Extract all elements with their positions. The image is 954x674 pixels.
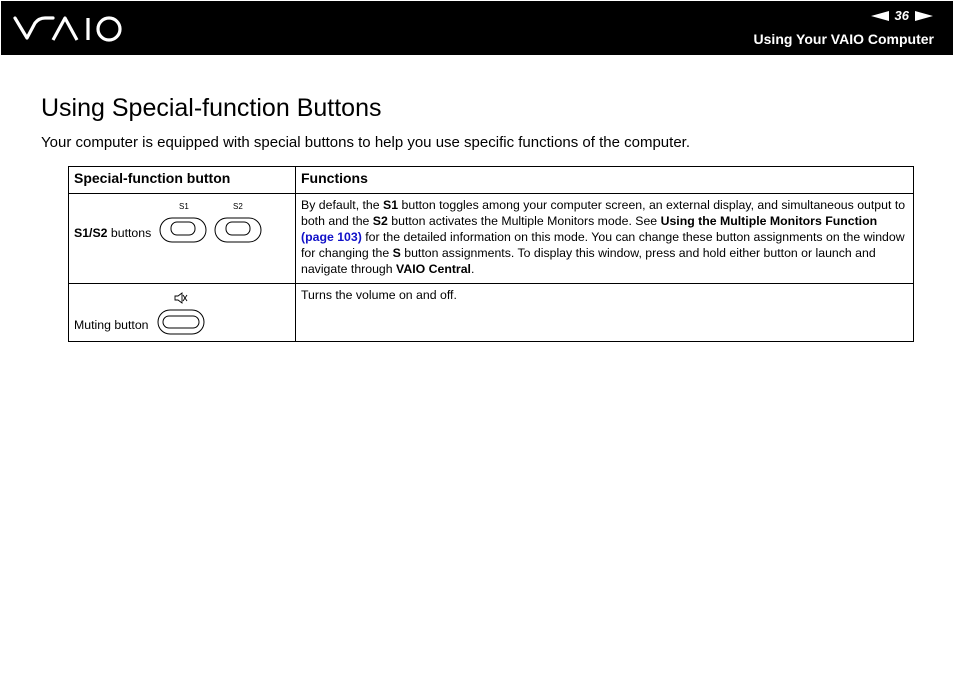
bold-term: S1 [383, 198, 399, 212]
muting-button-label: Muting button [74, 318, 149, 332]
bold-term: S [392, 246, 401, 260]
bold-term: VAIO Central [396, 262, 471, 276]
table-row [69, 194, 914, 284]
special-function-table [68, 166, 914, 342]
description-text: button assignments. To display this window, press and hold either button or launch and navigate through [301, 246, 876, 276]
s1-key-label: S1 [179, 202, 189, 211]
description-text: By default, the [301, 198, 384, 212]
next-page-icon[interactable] [915, 11, 933, 21]
description-text: button activates the Multiple Monitors mode. See [387, 214, 661, 228]
s2-button-icon [214, 217, 262, 243]
vaio-logo [13, 14, 123, 44]
page-reference-link[interactable]: (page 103) [301, 230, 362, 244]
table-row [69, 284, 914, 342]
bold-term: S2 [372, 214, 388, 228]
intro-paragraph: Your computer is equipped with special buttons to help you use specific functions of the computer. [41, 134, 690, 151]
muting-description [296, 284, 914, 342]
s2-key-label: S2 [233, 202, 243, 211]
description-text: for the detailed information on this mode. You can change these button assignments on the window for changing the [301, 230, 905, 260]
description-text: Turns the volume on and off. [301, 288, 457, 302]
page-title: Using Special-function Buttons [41, 94, 382, 122]
page-navigation [871, 8, 933, 23]
column-header-button: Special-function button [69, 167, 296, 194]
section-title: Using Your VAIO Computer [753, 31, 934, 47]
bold-term: Using the Multiple Monitors Function [660, 214, 878, 228]
s1-s2-button-cell [69, 194, 296, 284]
description-text: . [470, 262, 475, 276]
s1-s2-buttons-label: S1/S2 buttons [74, 226, 152, 240]
page-number: 36 [894, 8, 909, 23]
description-text: button toggles among your computer screen, an external display, and simultaneous output to both and the [301, 198, 906, 228]
muting-button-cell [69, 284, 296, 342]
column-header-functions: Functions [296, 167, 914, 194]
mute-speaker-icon [174, 292, 188, 304]
s1-button-icon [159, 217, 207, 243]
previous-page-icon[interactable] [871, 11, 889, 21]
header-bar [1, 1, 953, 55]
muting-button-icon [157, 309, 205, 335]
s1-s2-description [296, 194, 914, 284]
table-header-row [69, 167, 914, 194]
